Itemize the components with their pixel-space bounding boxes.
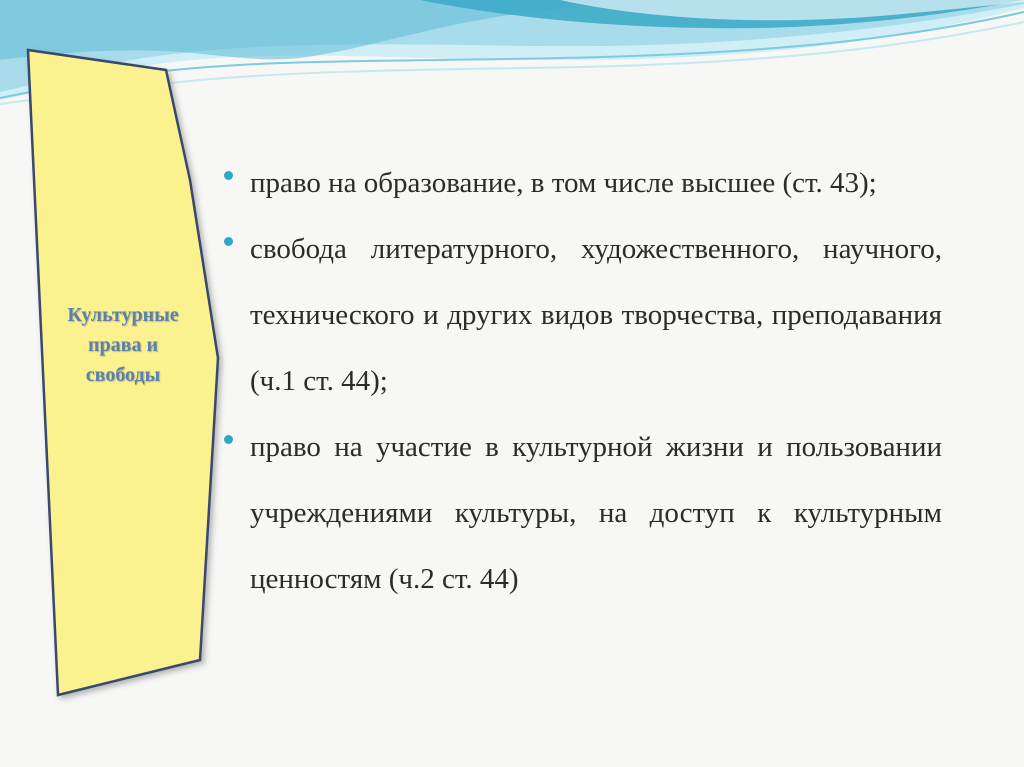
list-item-text: право на участие в культурной жизни и пользовании учреждениями культуры, на доступ к культурным ценностям (ч.2 ст. 44) (250, 431, 942, 595)
list-item (222, 414, 942, 612)
list-item-text: право на образование, в том числе высшее (ст. 43); (250, 167, 877, 199)
rights-list (222, 150, 942, 612)
category-label-line: свободы (85, 364, 161, 386)
bullet-icon (224, 435, 233, 444)
category-label-line: права и (88, 334, 158, 356)
bullet-icon (224, 171, 233, 180)
list-item-text: свобода литературного, художественного, научного, технического и других видов творчества, преподавания (ч.1 ст. 44); (250, 233, 942, 397)
list-item (222, 150, 942, 216)
list-item (222, 216, 942, 414)
category-label-line: Культурные (67, 304, 179, 326)
category-label (48, 300, 198, 390)
bullet-icon (224, 237, 233, 246)
